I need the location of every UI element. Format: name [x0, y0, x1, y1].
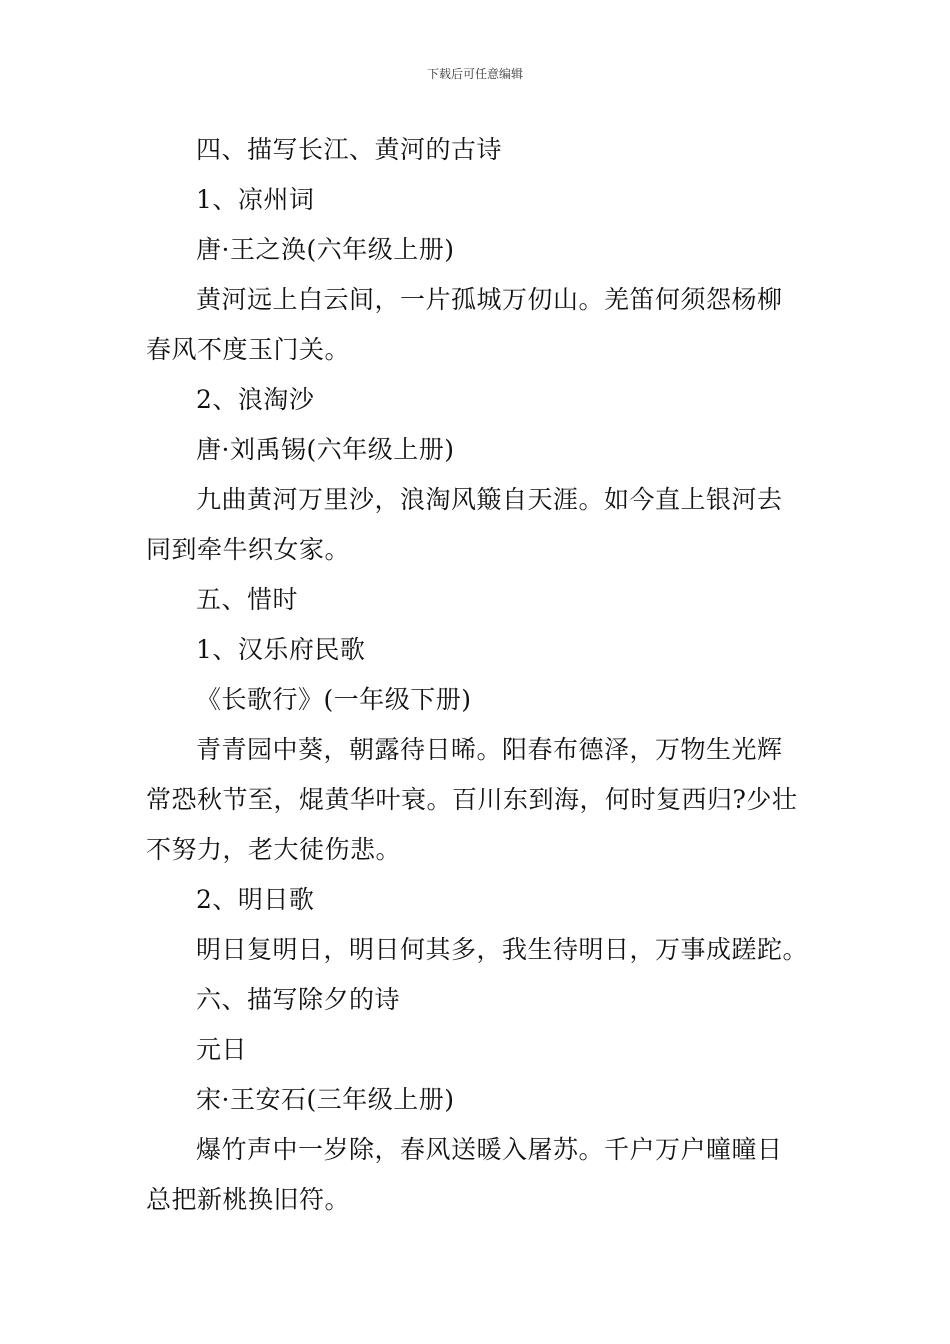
poem-text-line: 同到牵牛织女家。: [146, 535, 351, 564]
poem-text-line: 爆竹声中一岁除，春风送暖入屠苏。千户万户曈曈日: [196, 1135, 783, 1164]
poem-title-han-yuefu: 1、汉乐府民歌: [196, 635, 366, 664]
poem-text-line: 春风不度玉门关。: [146, 335, 351, 364]
poem-text-line: 不努力，老大徒伤悲。: [146, 835, 402, 864]
poem-title-liangzhouci: 1、凉州词: [196, 185, 315, 214]
section-heading-yangtze-yellow-river: 四、描写长江、黄河的古诗: [196, 135, 503, 164]
poem-text-line: 常恐秋节至，焜黄华叶衰。百川东到海，何时复西归?少壮: [146, 785, 798, 814]
poem-text-line: 黄河远上白云间，一片孤城万仞山。羌笛何须怨杨柳: [196, 285, 783, 314]
page-header: 下载后可任意编辑: [426, 67, 523, 81]
section-heading-new-years-eve: 六、描写除夕的诗: [196, 985, 401, 1014]
poem-text-line: 九曲黄河万里沙，浪淘风簸自天涯。如今直上银河去: [196, 485, 783, 514]
poem-title-mingrige: 2、明日歌: [196, 885, 315, 914]
poem-author-wang-zhihuan: 唐·王之涣(六年级上册): [196, 235, 455, 264]
poem-author-liu-yuxi: 唐·刘禹锡(六年级上册): [196, 435, 455, 464]
poem-text-line: 青青园中葵，朝露待日晞。阳春布德泽，万物生光辉: [196, 735, 783, 764]
poem-text-line: 总把新桃换旧符。: [146, 1185, 351, 1214]
document-body: [146, 125, 826, 1225]
poem-text-line: 明日复明日，明日何其多，我生待明日，万事成蹉跎。: [196, 935, 809, 964]
poem-title-yuanri: 元日: [196, 1035, 248, 1064]
poem-title-langtaosha: 2、浪淘沙: [196, 385, 315, 414]
poem-author-wang-anshi: 宋·王安石(三年级上册): [196, 1085, 455, 1114]
poem-subtitle-changgexing: 《长歌行》(一年级下册): [196, 685, 472, 714]
section-heading-cherish-time: 五、惜时: [196, 585, 299, 614]
